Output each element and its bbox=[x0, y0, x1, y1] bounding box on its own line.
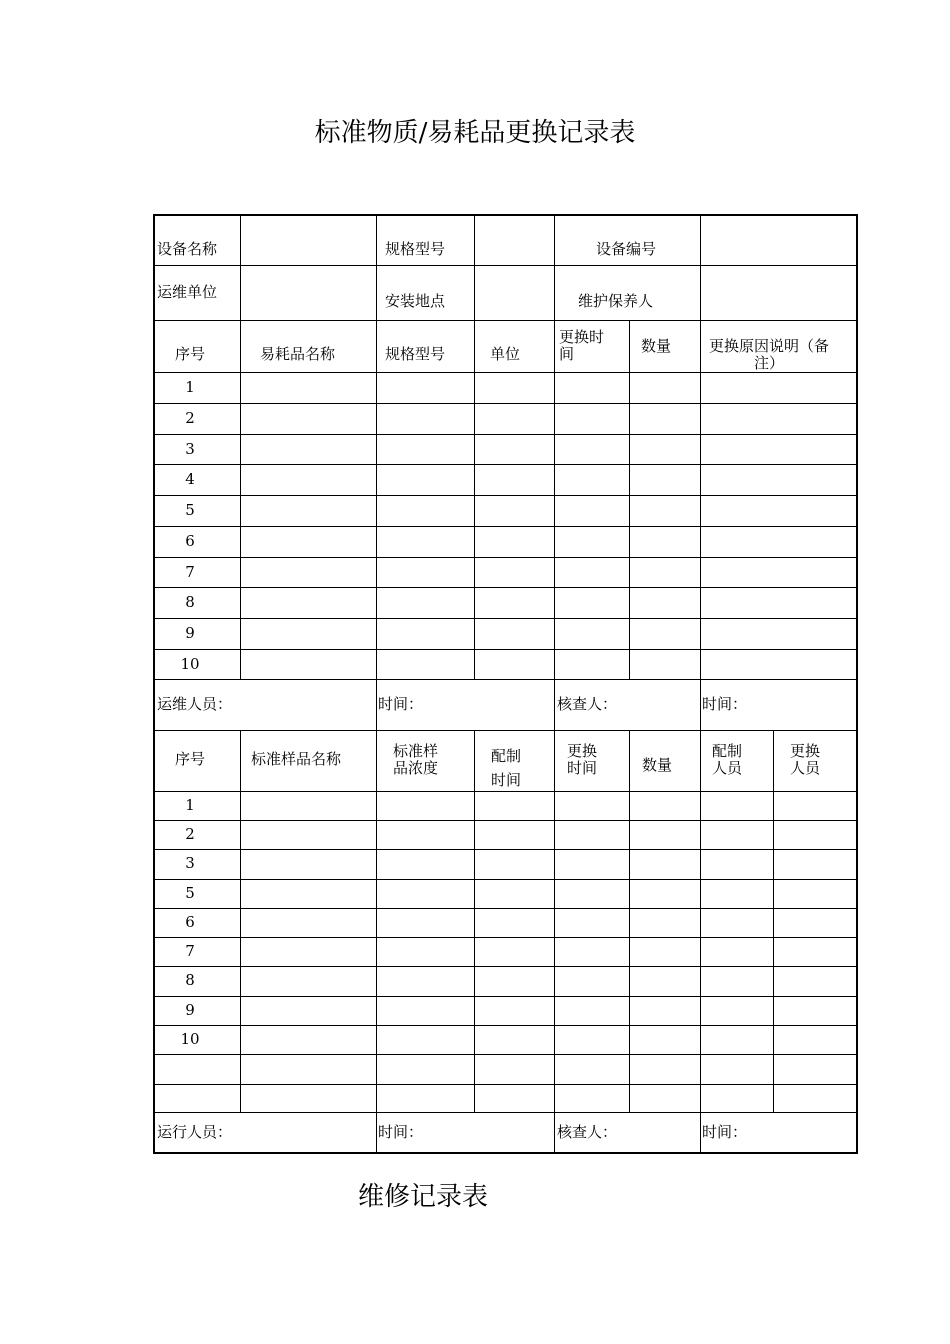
row-line bbox=[155, 679, 856, 680]
consumable-row-index: 1 bbox=[185, 378, 195, 396]
operator-label: 运行人员： bbox=[157, 1123, 233, 1141]
column-line bbox=[376, 730, 377, 1152]
column-line bbox=[554, 730, 555, 1152]
section-title: 维修记录表 bbox=[357, 1182, 488, 1212]
standard-row-index: 1 bbox=[185, 796, 195, 814]
device-name-label: 设备名称 bbox=[157, 240, 218, 258]
consumable-row-index: 9 bbox=[185, 624, 195, 642]
column-line bbox=[773, 730, 774, 1112]
maintainer-label: 维护保养人 bbox=[578, 292, 654, 310]
standard-header-replace-time: 更换 时间 bbox=[567, 742, 598, 777]
standard-row-index: 3 bbox=[185, 854, 195, 872]
row-line bbox=[155, 1084, 856, 1085]
consumable-header-unit: 单位 bbox=[490, 345, 521, 363]
row-line bbox=[155, 618, 856, 619]
standard-row-index: 7 bbox=[185, 942, 195, 960]
time-label: 时间： bbox=[702, 695, 748, 713]
column-line bbox=[700, 730, 701, 1152]
column-line bbox=[240, 730, 241, 1112]
consumable-row-index: 10 bbox=[180, 655, 200, 673]
standard-row-index: 2 bbox=[185, 825, 195, 843]
standard-row-index: 5 bbox=[185, 884, 195, 902]
consumable-header-index: 序号 bbox=[174, 345, 205, 363]
standard-header-index: 序号 bbox=[174, 750, 205, 768]
standard-row-index: 6 bbox=[185, 913, 195, 931]
consumable-row-index: 6 bbox=[185, 532, 195, 550]
time-label: 时间： bbox=[378, 695, 424, 713]
row-line bbox=[155, 908, 856, 909]
consumable-row-index: 7 bbox=[185, 563, 195, 581]
column-line bbox=[629, 320, 630, 679]
consumable-header-qty: 数量 bbox=[641, 337, 672, 355]
row-line bbox=[155, 649, 856, 650]
column-line bbox=[376, 216, 377, 679]
row-line bbox=[155, 320, 856, 321]
consumable-row-index: 8 bbox=[185, 593, 195, 611]
column-line bbox=[240, 216, 241, 679]
checker-label: 核查人： bbox=[557, 1123, 618, 1141]
record-table bbox=[153, 214, 858, 1154]
row-line bbox=[155, 557, 856, 558]
consumable-header-spec: 规格型号 bbox=[385, 345, 446, 363]
standard-header-name: 标准样品名称 bbox=[251, 750, 342, 768]
column-line bbox=[474, 730, 475, 1112]
operator-label: 运维人员： bbox=[157, 695, 233, 713]
row-line bbox=[155, 403, 856, 404]
row-line bbox=[155, 937, 856, 938]
spec-model-label: 规格型号 bbox=[385, 240, 446, 258]
column-line bbox=[554, 216, 555, 679]
om-unit-label: 运维单位 bbox=[157, 283, 218, 301]
column-line bbox=[376, 679, 377, 730]
row-line bbox=[155, 1025, 856, 1026]
time-label: 时间： bbox=[378, 1123, 424, 1141]
standard-row-index: 9 bbox=[185, 1001, 195, 1019]
consumable-header-name: 易耗品名称 bbox=[260, 345, 336, 363]
standard-header-prep-person: 配制 人员 bbox=[712, 742, 743, 777]
row-line bbox=[155, 464, 856, 465]
row-line bbox=[155, 849, 856, 850]
row-line bbox=[155, 587, 856, 588]
consumable-header-time: 更换时 间 bbox=[559, 328, 605, 363]
row-line bbox=[155, 879, 856, 880]
column-line bbox=[700, 216, 701, 679]
row-line bbox=[155, 966, 856, 967]
row-line bbox=[155, 265, 856, 266]
time-label: 时间： bbox=[702, 1123, 748, 1141]
standard-row-index: 10 bbox=[180, 1030, 200, 1048]
row-line bbox=[155, 730, 856, 731]
row-line bbox=[155, 495, 856, 496]
column-line bbox=[474, 216, 475, 679]
standard-header-replace-person: 更换 人员 bbox=[790, 742, 821, 777]
row-line bbox=[155, 434, 856, 435]
row-line bbox=[155, 996, 856, 997]
row-line bbox=[155, 526, 856, 527]
device-number-label: 设备编号 bbox=[596, 240, 657, 258]
row-line bbox=[155, 1112, 856, 1113]
consumable-row-index: 3 bbox=[185, 440, 195, 458]
consumable-row-index: 4 bbox=[185, 470, 195, 488]
standard-row-index: 8 bbox=[185, 971, 195, 989]
checker-label: 核查人： bbox=[557, 695, 618, 713]
consumable-row-index: 5 bbox=[185, 501, 195, 519]
page-title: 标准物质/易耗品更换记录表 bbox=[314, 118, 636, 148]
row-line bbox=[155, 820, 856, 821]
standard-header-concentration: 标准样 品浓度 bbox=[393, 742, 439, 777]
standard-header-prep-time: 配制 时间 bbox=[491, 747, 522, 789]
row-line bbox=[155, 1054, 856, 1055]
standard-header-qty: 数量 bbox=[642, 756, 673, 774]
consumable-row-index: 2 bbox=[185, 409, 195, 427]
consumable-header-reason: 更换原因说明（备 注） bbox=[708, 337, 829, 372]
install-site-label: 安装地点 bbox=[385, 292, 446, 310]
column-line bbox=[554, 679, 555, 730]
row-line bbox=[155, 372, 856, 373]
column-line bbox=[629, 730, 630, 1112]
column-line bbox=[700, 679, 701, 730]
